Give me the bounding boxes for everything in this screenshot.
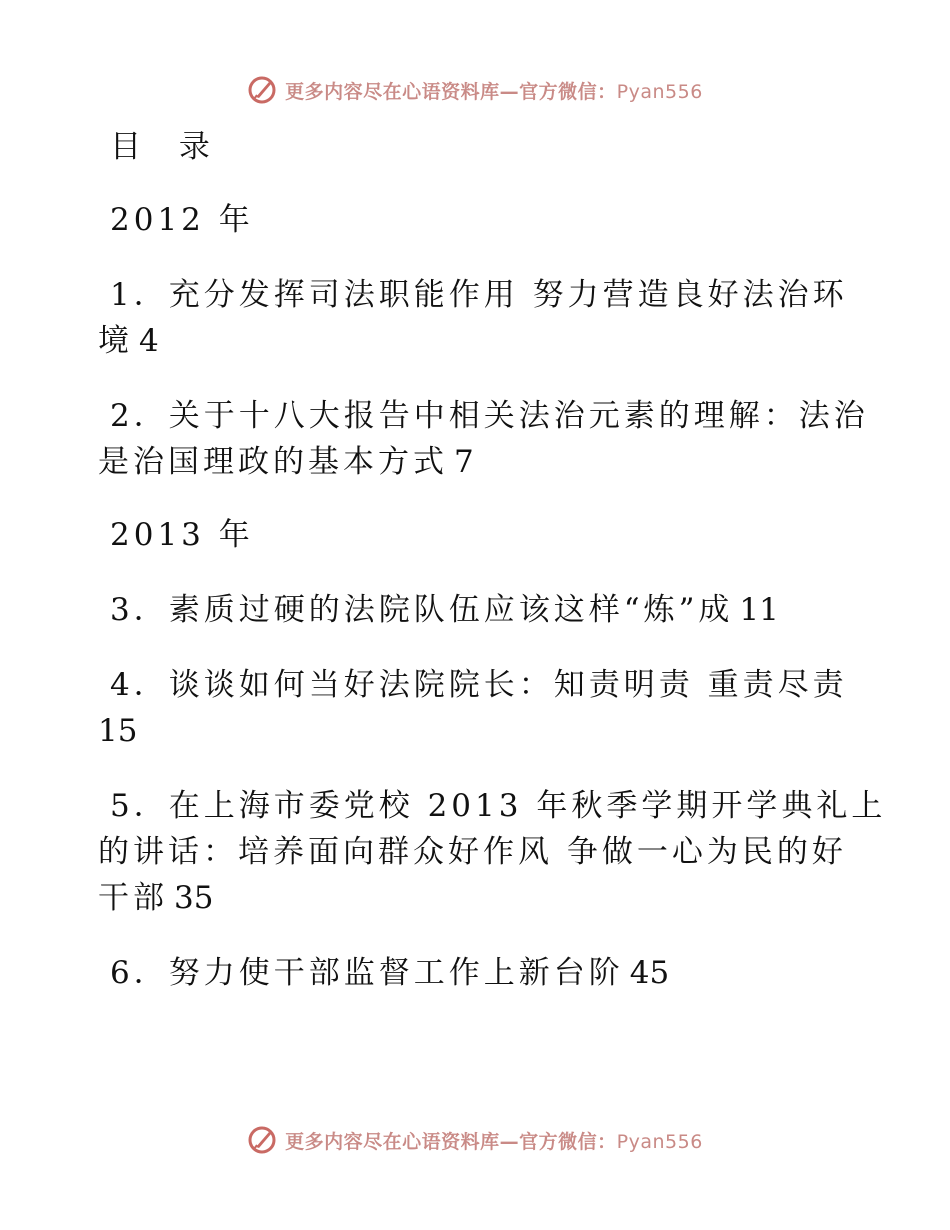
toc-entry-text: 6．努力使干部监督工作上新台阶 bbox=[110, 955, 624, 991]
toc-entry-page: 35 bbox=[174, 880, 214, 916]
watermark-footer bbox=[0, 1122, 950, 1158]
year-heading-2012: 2012 年 bbox=[110, 202, 254, 238]
toc-entry-text-line bbox=[98, 951, 858, 995]
toc-entry-text: 5．在上海市委党校 2013 年秋季学期开学典礼上 bbox=[110, 788, 887, 824]
watermark-text: 更多内容尽在心语资料库—官方微信：Pyan556 bbox=[285, 1130, 703, 1153]
toc-entry-text: 2．关于十八大报告中相关法治元素的理解：法治 bbox=[110, 398, 869, 434]
toc-entry-text: 3．素质过硬的法院队伍应该这样“炼”成 bbox=[110, 592, 734, 628]
watermark-header bbox=[0, 72, 950, 108]
toc-entry-text: 境 bbox=[98, 323, 133, 359]
toc-entry-text-cont bbox=[98, 319, 858, 363]
toc-entry-text-line bbox=[98, 588, 858, 632]
toc-content bbox=[98, 120, 887, 995]
toc-entry-1 bbox=[98, 273, 858, 363]
toc-entry-6 bbox=[98, 951, 858, 995]
toc-entry-text: 是治国理政的基本方式 bbox=[98, 444, 448, 480]
watermark-text: 更多内容尽在心语资料库—官方微信：Pyan556 bbox=[285, 80, 703, 103]
quill-logo-icon bbox=[247, 1125, 277, 1155]
toc-entry-text: 4．谈谈如何当好法院院长：知责明责 重责尽责 bbox=[110, 667, 848, 703]
toc-entry-text: 1．充分发挥司法职能作用 努力营造良好法治环 bbox=[110, 277, 848, 313]
toc-entry-text-cont bbox=[98, 709, 858, 753]
watermark-account: Pyan556 bbox=[616, 1130, 703, 1153]
toc-entry-page: 7 bbox=[454, 444, 474, 480]
toc-entry-page: 4 bbox=[139, 323, 159, 359]
toc-entry-2 bbox=[98, 394, 869, 484]
toc-entry-text: 的讲话：培养面向群众好作风 争做一心为民的好 bbox=[98, 834, 847, 870]
toc-entry-text: 干部 bbox=[98, 880, 168, 916]
toc-entry-page: 45 bbox=[629, 955, 670, 991]
toc-entry-3 bbox=[98, 588, 858, 632]
quill-logo-icon bbox=[247, 75, 277, 105]
watermark-account: Pyan556 bbox=[616, 80, 703, 103]
year-heading-2013: 2013 年 bbox=[110, 517, 254, 553]
toc-entry-page: 15 bbox=[98, 713, 138, 749]
toc-entry-4 bbox=[98, 663, 858, 753]
toc-entry-5 bbox=[98, 784, 887, 920]
toc-entry-text-cont bbox=[98, 876, 858, 920]
toc-entry-page: 11 bbox=[739, 592, 779, 628]
toc-title: 目 录 bbox=[110, 129, 224, 165]
toc-entry-text-cont bbox=[98, 440, 858, 484]
